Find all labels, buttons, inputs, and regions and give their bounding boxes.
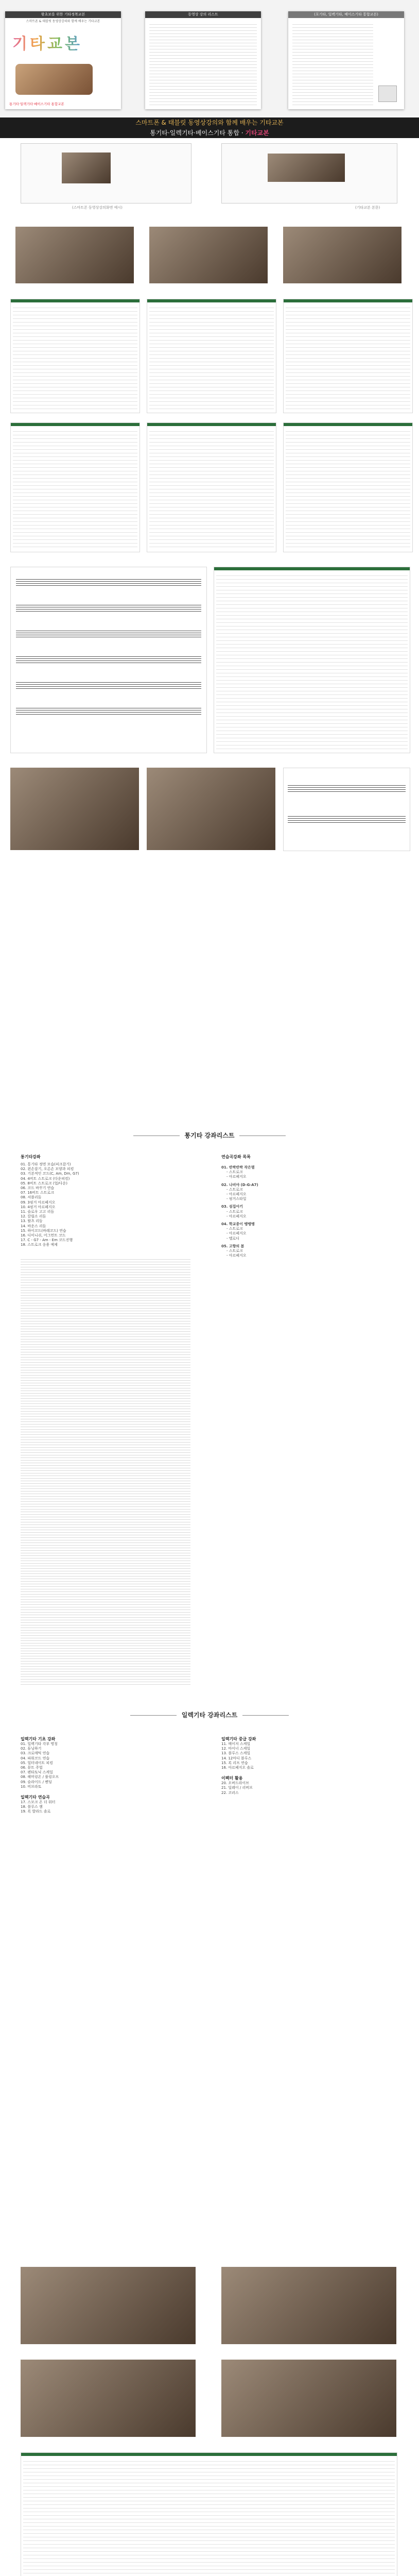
list-item: 02. 왼손잡기, 오른손 모양과 피킹 [21, 1167, 74, 1172]
banner-brand: 기타교본 [245, 129, 269, 137]
list-item: 08. 셔플리듬 [21, 1195, 42, 1200]
list-item: 07. 펜타토닉 스케일 [21, 1770, 53, 1775]
group-title: 일렉기타 중급 강좌 [221, 1737, 256, 1741]
list-item: 06. 뮤트 주법 [21, 1766, 43, 1770]
group-title: 02. 나비야 (D-G-A7) [221, 1182, 258, 1187]
book-cover-inner [288, 11, 404, 109]
list-item: 16. 디미니쉬, 어그먼트 코드 [21, 1233, 66, 1238]
list-item: 14. 바운스 리듬 [21, 1224, 46, 1228]
list-item: 12. 칼립소 리듬 [21, 1214, 46, 1219]
product-preview [0, 138, 419, 215]
list-item: 11. 슬로우 고고 리듬 [21, 1210, 55, 1214]
list-item: 16. 아르페지오 솔로 [221, 1766, 254, 1770]
preview-photo-3 [283, 227, 401, 283]
list-item: 15. 하이코드(바레코드) 연습 [21, 1228, 66, 1233]
list-item: - 스트로크 [226, 1227, 243, 1231]
list-item: 18. 블루스 잼 [21, 1805, 43, 1809]
preview-page-3 [283, 299, 413, 413]
electric-previews [0, 2267, 419, 2576]
book-cover-back [145, 11, 261, 109]
list-item: 22. 코러스 [221, 1790, 239, 1795]
acoustic-section-title: 통기타 강좌리스트 [0, 1131, 419, 1140]
group-title: 05. 고향의 봄 [221, 1244, 245, 1248]
group-title: 일렉기타 기초 강좌 [21, 1737, 56, 1741]
list-item: - 아르페지오 [226, 1214, 247, 1218]
list-item: 01. 통기타 정면 모습(피크잡기) [21, 1162, 71, 1166]
list-column [221, 1731, 391, 1795]
electric-section-title: 일렉기타 강좌리스트 [0, 1710, 419, 1719]
preview-page-4 [10, 422, 140, 552]
preview-page-1 [10, 299, 140, 413]
acoustic-right-heading: 연습곡강좌 목록 [221, 1155, 251, 1159]
list-item: 03. 기본적인 코드(C, Am, Dm, G7) [21, 1172, 79, 1176]
electric-photo-1 [21, 2267, 196, 2344]
group-title: 01. 반짝반짝 작은별 [221, 1165, 255, 1170]
list-item: 05. 8비트 스트로크 (업/다운) [21, 1181, 67, 1185]
acoustic-list [0, 1154, 419, 1700]
score-page-3 [283, 768, 410, 851]
caption-book: (기타교본 본문) [355, 206, 380, 210]
list-item: - 멜로디 [226, 1236, 240, 1241]
list-item: 17. C - G7 - Am - Em 코드진행 [21, 1238, 73, 1243]
list-item: 13. 왈츠 리듬 [21, 1219, 43, 1224]
book-inner-header: (포기타, 일렉기타, 베이스기타 통합교본) [288, 11, 404, 18]
electric-score-page [21, 2452, 397, 2576]
banner-line-1: 스마트폰 & 태블릿 동영상강의와 함께 배우는 기타교본 [135, 119, 284, 126]
score-page-1 [10, 567, 207, 753]
list-item: 13. 블루스 스케일 [221, 1751, 251, 1756]
preview-photo-2 [149, 227, 268, 283]
score-page-2 [214, 567, 410, 753]
list-item: 06. 코드 바꾸기 연습 [21, 1186, 55, 1191]
acoustic-left-more [21, 1257, 190, 1685]
electric-list [0, 1731, 419, 2226]
group-title: 이펙터 활용 [221, 1776, 243, 1781]
list-item: 17. 스모크 온 더 워터 [21, 1800, 56, 1805]
group-title: 03. 섬집아기 [221, 1205, 243, 1209]
electric-photo-4 [221, 2360, 396, 2437]
qr-code-icon [378, 86, 397, 102]
acoustic-right-groups [221, 1162, 258, 1258]
list-item: - 아르페지오 [226, 1231, 247, 1236]
list-item: 08. 해머링온 / 풀링오프 [21, 1775, 59, 1780]
book-cover-front [5, 11, 121, 109]
book-top-label: 왕초보를 위한 기타정복교본 [5, 11, 121, 18]
list-item: 20. 오버드라이브 [221, 1781, 249, 1786]
list-item: 10. 비브라토 [21, 1784, 42, 1789]
list-item: - 스트로크 [226, 1170, 243, 1175]
list-item: - 스트로크 [226, 1187, 243, 1192]
list-item: 05. 얼터네이트 피킹 [21, 1760, 53, 1765]
list-item: 11. 메이저 스케일 [221, 1742, 251, 1746]
list-item: 01. 일렉기타 각부 명칭 [21, 1742, 58, 1746]
hero-books [0, 0, 419, 116]
list-item: 10. 4핑거 아르페지오 [21, 1205, 56, 1209]
list-item: 12. 마이너 스케일 [221, 1747, 251, 1751]
lecture-list-text [149, 22, 257, 105]
list-item: 04. 4비트 스트로크 (다운피킹) [21, 1176, 70, 1181]
hand-photo-1 [10, 768, 139, 850]
preview-page-6 [283, 422, 413, 552]
acoustic-left-lines [21, 1162, 79, 1248]
list-column [21, 1731, 190, 1815]
preview-photo-1 [15, 227, 134, 283]
list-item: 07. 16비트 스트로크 [21, 1191, 55, 1195]
book-subtitle: 스마트폰 & 태블릿 동영상강의와 함께 배우는 기타교본 [26, 20, 100, 23]
guitar-photo [15, 64, 93, 95]
group-title: 일렉기타 연습곡 [21, 1795, 50, 1800]
caption-video: (스마트폰 동영상강의화면 예시) [72, 206, 123, 210]
list-item: - 스트로크 [226, 1249, 243, 1253]
book-caption: 통기타·일렉기타·베이스기타 통합교본 [9, 102, 64, 106]
preview-page-5 [147, 422, 276, 552]
list-item: 02. 튜닝하기 [21, 1747, 42, 1751]
electric-photo-2 [221, 2267, 396, 2344]
list-item: 21. 딜레이 / 리버브 [221, 1786, 253, 1790]
group-title: 04. 학교종이 땡땡땡 [221, 1222, 255, 1227]
phones-photo [268, 154, 345, 182]
list-item: - 아르페지오 [226, 1192, 247, 1197]
preview-page-2 [147, 299, 276, 413]
list-item: 18. 스트로크 응용 예제 [21, 1243, 58, 1247]
banner-line-2: 통기타·일렉기타·베이스기타 통합 · 기타교본 [150, 129, 269, 137]
tablet-photo [62, 152, 111, 183]
acoustic-left-heading: 통기타강좌 [21, 1155, 41, 1159]
list-item: 15. 록 리프 연습 [221, 1760, 248, 1765]
list-item: 09. 3핑거 아르페지오 [21, 1200, 56, 1205]
book-back-header: 동영상 강의 리스트 [145, 11, 261, 18]
electric-photo-3 [21, 2360, 196, 2437]
book-title: 기타교본 [12, 35, 82, 53]
promo-banner [0, 117, 419, 138]
list-item: 04. 파워코드 연습 [21, 1756, 50, 1760]
list-item: - 핑거스타일 [226, 1197, 247, 1201]
list-item: 14. 12마디 블루스 [221, 1756, 252, 1760]
list-item: 09. 슬라이드 / 벤딩 [21, 1780, 52, 1784]
inner-text [292, 22, 373, 105]
list-item: - 아르페지오 [226, 1175, 247, 1179]
list-item: - 아르페지오 [226, 1253, 247, 1258]
list-item: 19. 록 발라드 솔로 [21, 1809, 51, 1814]
page-previews [0, 216, 419, 1103]
list-item: - 스트로크 [226, 1209, 243, 1214]
hand-photo-2 [147, 768, 275, 850]
list-item: 03. 크로매틱 연습 [21, 1751, 50, 1756]
